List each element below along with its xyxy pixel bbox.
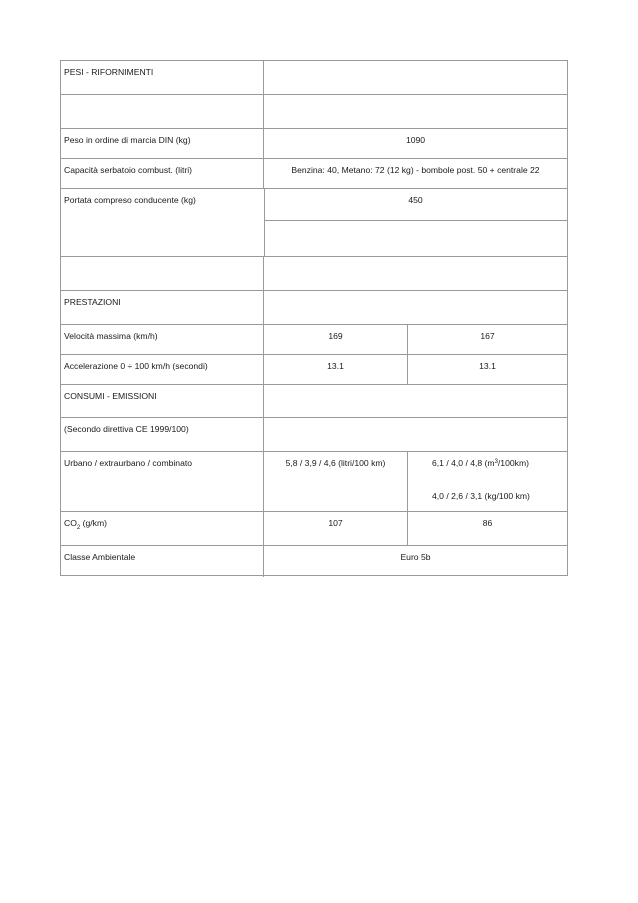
empty-cell <box>61 95 264 129</box>
row-label: Capacità serbatoio combust. (litri) <box>61 159 264 189</box>
directive-note: (Secondo direttiva CE 1999/100) <box>61 418 264 452</box>
table-row <box>61 61 567 94</box>
row-label: $CO_2$ (g/km) <box>61 512 264 546</box>
table-row <box>61 188 567 257</box>
section-title-weights: PESI - RIFORNIMENTI <box>61 61 264 94</box>
row-label: Peso in ordine di marcia DIN (kg) <box>61 129 264 159</box>
table-row <box>61 290 567 325</box>
consumption-methane-mass: 4,0 / 2,6 / 3,1 (kg/100 km) <box>432 491 530 501</box>
table-row <box>61 256 567 291</box>
table-row <box>61 324 567 355</box>
table-row <box>61 384 567 418</box>
row-value: Benzina: 40, Metano: 72 (12 kg) - bombole post. 50 + centrale 22 <box>291 165 540 175</box>
row-label: Classe Ambientale <box>61 546 264 577</box>
row-value-petrol: 5,8 / 3,9 / 4,6 (litri/100 km) <box>264 452 408 512</box>
empty-cell <box>61 257 264 291</box>
row-label: Portata compreso conducente (kg) <box>64 195 196 205</box>
row-value: 1090 <box>405 135 426 145</box>
row-value-methane: 86 <box>482 518 493 528</box>
table-row <box>61 158 567 189</box>
row-value-methane: 13.1 <box>479 361 496 371</box>
section-title-performance: PRESTAZIONI <box>61 291 264 325</box>
row-value: Euro 5b <box>400 552 431 562</box>
row-label: Urbano / extraurbano / combinato <box>61 452 264 512</box>
row-value-petrol: 107 <box>264 512 408 546</box>
row-value-methane <box>408 452 567 512</box>
table-row <box>61 417 567 452</box>
table-row <box>61 128 567 159</box>
row-label: Accelerazione 0 ÷ 100 km/h (secondi) <box>61 355 264 385</box>
row-value-petrol: 13.1 <box>264 355 408 385</box>
row-label: Velocità massima (km/h) <box>61 325 264 355</box>
table-row <box>61 511 567 546</box>
row-value: 450 <box>264 189 567 221</box>
table-row <box>61 94 567 129</box>
row-value-methane: 167 <box>480 331 495 341</box>
consumption-methane-volume: 6,1 / 4,0 / 4,8 $(m^3/100km)$ <box>432 458 529 468</box>
section-title-consumption: CONSUMI - EMISSIONI <box>61 385 264 418</box>
row-value-petrol: 169 <box>264 325 408 355</box>
table-row <box>61 451 567 512</box>
spec-table <box>60 60 568 576</box>
table-row <box>61 354 567 385</box>
table-row <box>61 545 567 577</box>
